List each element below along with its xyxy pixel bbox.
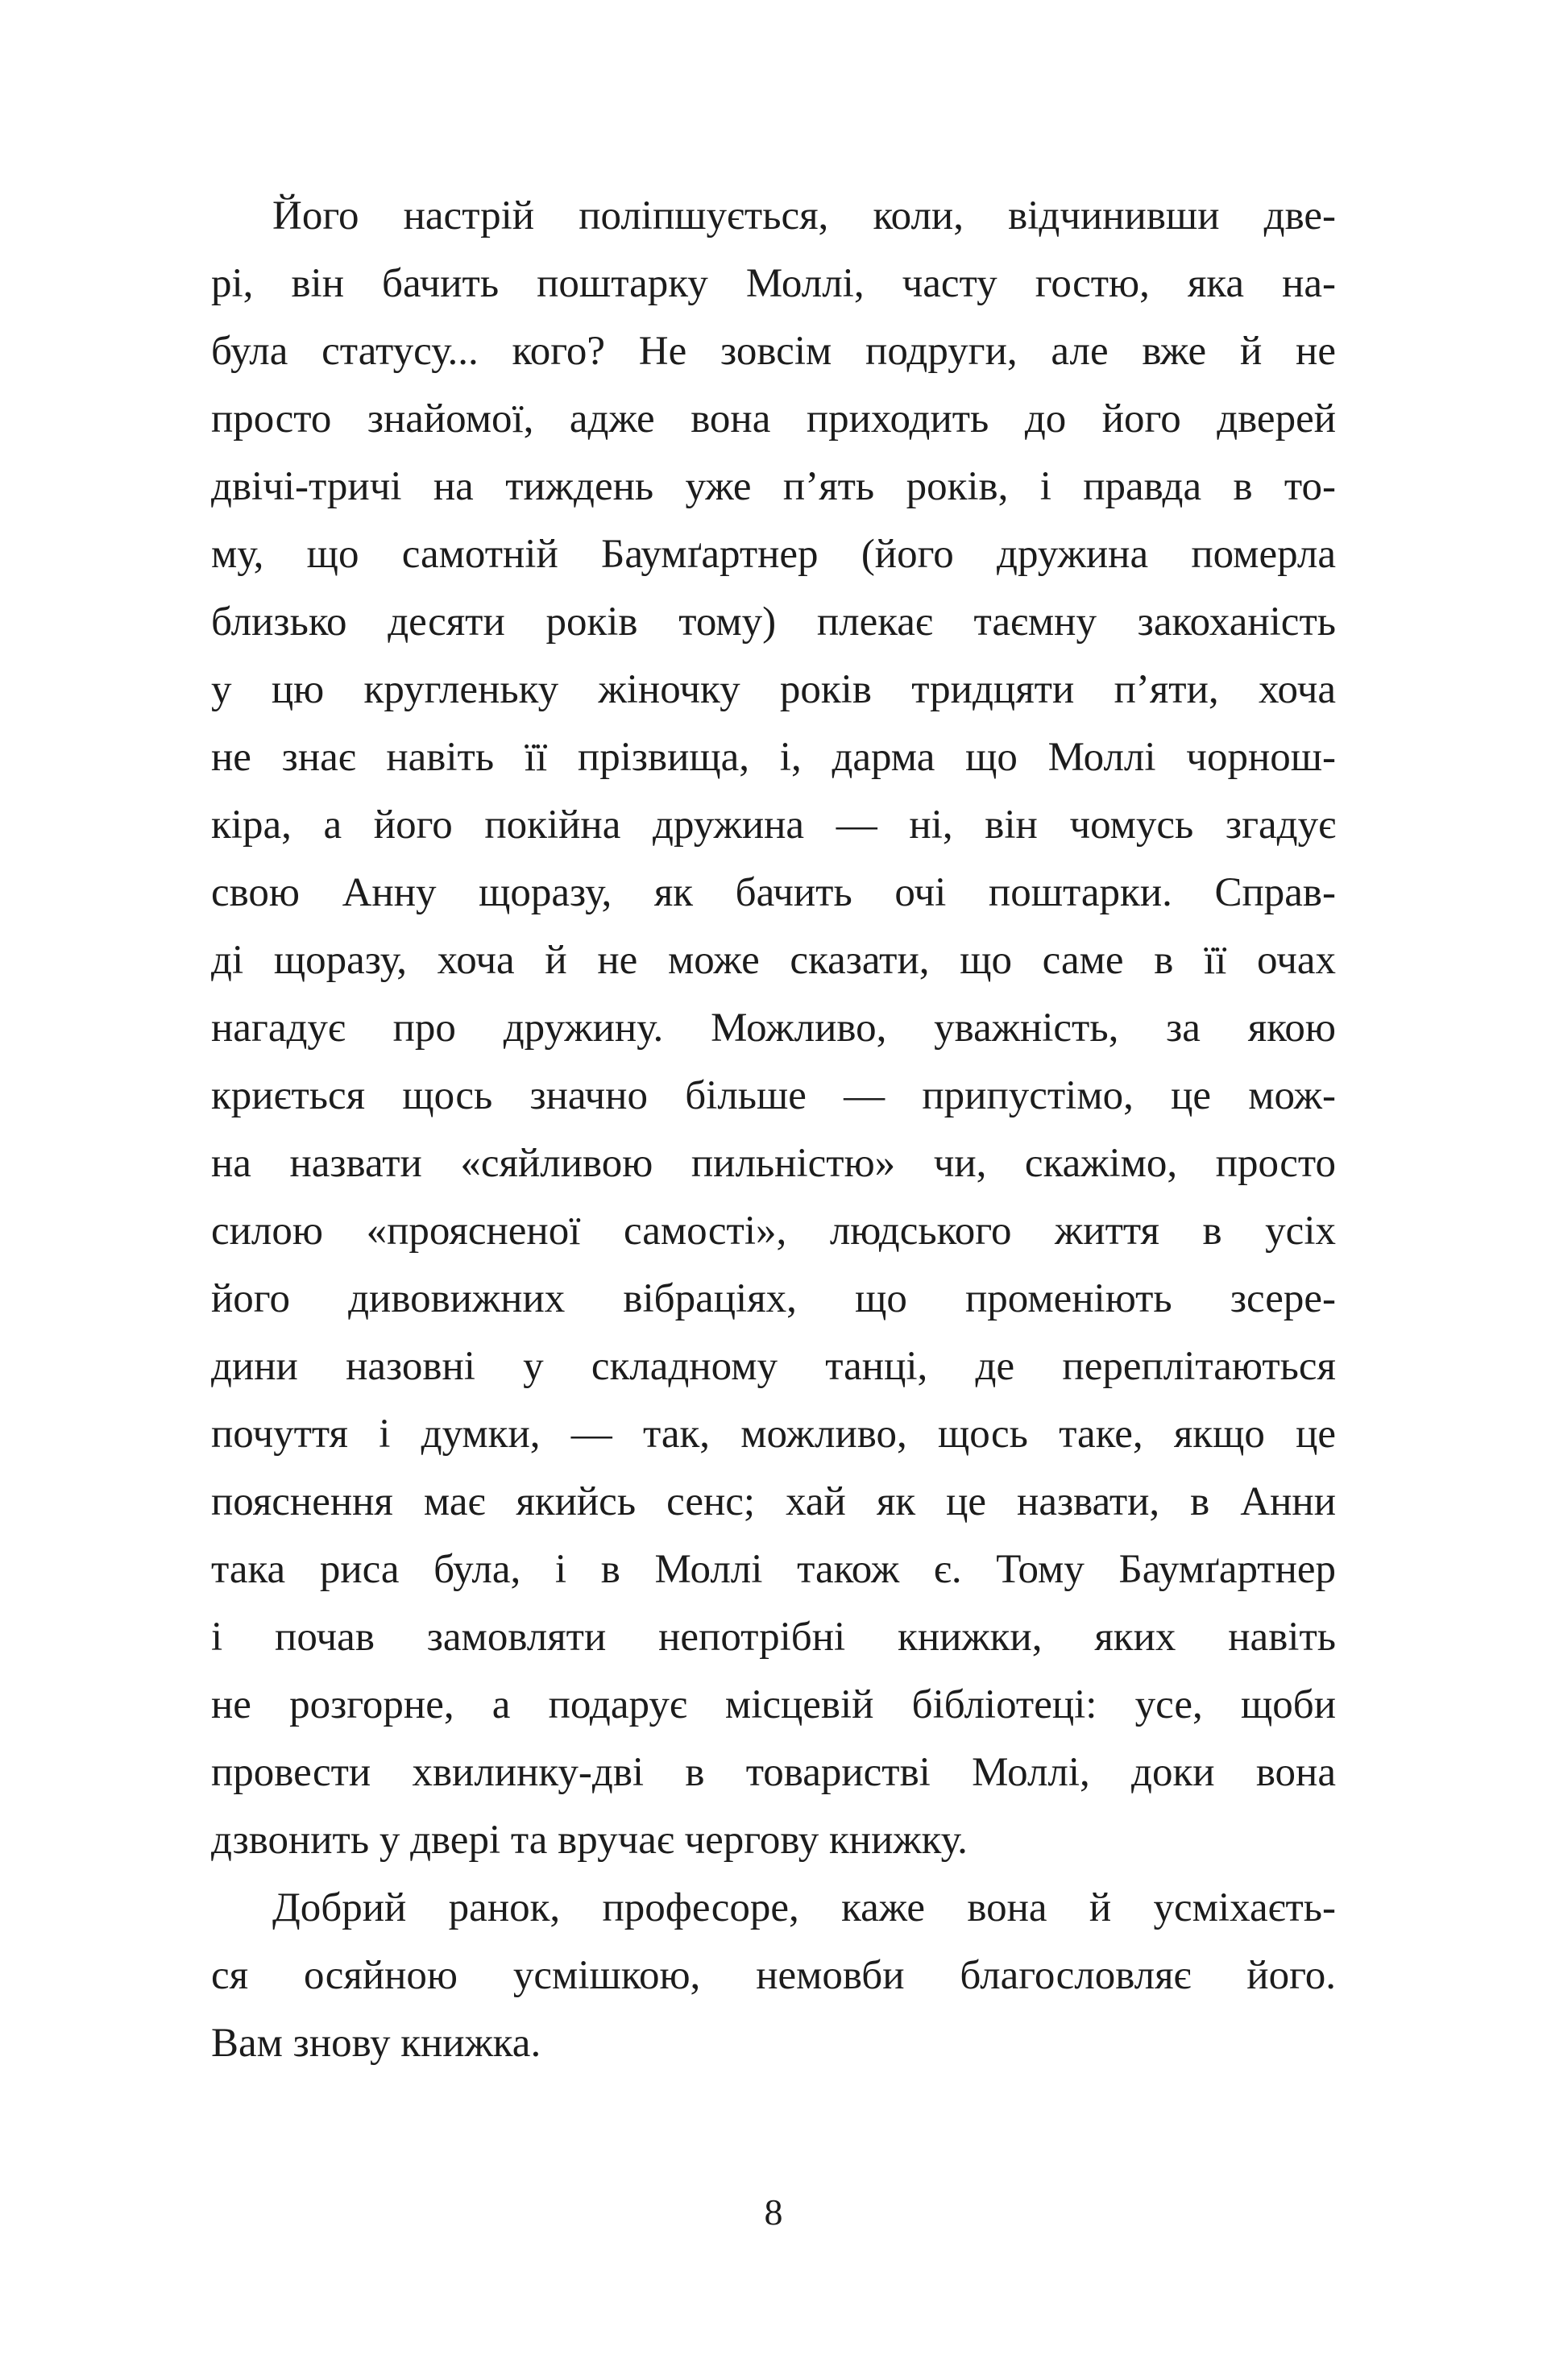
text-line: така риса була, і в Моллі також є. Тому Баумґартнер: [211, 1547, 1336, 1592]
text-line: рі, він бачить поштарку Моллі, часту гостю, яка на-: [211, 261, 1336, 306]
text-line: на назвати «сяйливою пильністю» чи, скажімо, просто: [211, 1141, 1336, 1186]
text-line: не розгорне, а подарує місцевій бібліотеці: усе, щоби: [211, 1682, 1336, 1727]
text-line: му, що самотній Баумґартнер (його дружина померла: [211, 532, 1336, 577]
text-line: криється щось значно більше — припустімо, це мож-: [211, 1073, 1336, 1118]
text-line: не знає навіть її прізвища, і, дарма що Моллі чорнош-: [211, 735, 1336, 780]
text-line: просто знайомої, адже вона приходить до його дверей: [211, 396, 1336, 442]
text-line: дини назовні у складному танці, де переплітаються: [211, 1344, 1336, 1389]
text-line: і почав замовляти непотрібні книжки, яких навіть: [211, 1615, 1336, 1660]
text-line: свою Анну щоразу, як бачить очі поштарки. Справ-: [211, 870, 1336, 915]
text-line: його дивовижних вібраціях, що променіють зсере-: [211, 1276, 1336, 1321]
text-line: була статусу... кого? Не зовсім подруги, але вже й не: [211, 329, 1336, 374]
text-line: двічі-тричі на тиждень уже п’ять років, і правда в то-: [211, 464, 1336, 509]
text-line: Добрий ранок, професоре, каже вона й усміхаєть-: [272, 1885, 1336, 1930]
text-line: нагадує про дружину. Можливо, уважність, за якою: [211, 1005, 1336, 1051]
text-line: кіра, а його покійна дружина — ні, він чомусь згадує: [211, 802, 1336, 848]
body-text: [211, 182, 1336, 2077]
text-line: силою «проясненої самості», людського життя в усіх: [211, 1209, 1336, 1254]
page-number: 8: [764, 2191, 783, 2233]
text-line: провести хвилинку-дві в товаристві Моллі, доки вона: [211, 1750, 1336, 1795]
text-line: дзвонить у двері та вручає чергову книжку.: [211, 1818, 968, 1863]
text-line: Вам знову книжка.: [211, 2021, 541, 2066]
text-line: Його настрій поліпшується, коли, відчинивши две-: [272, 193, 1336, 238]
text-line: ся осяйною усмішкою, немовби благословляє його.: [211, 1953, 1336, 1998]
text-line: почуття і думки, — так, можливо, щось таке, якщо це: [211, 1412, 1336, 1457]
text-line: пояснення має якийсь сенс; хай як це назвати, в Анни: [211, 1479, 1336, 1524]
text-line: у цю кругленьку жіночку років тридцяти п’яти, хоча: [211, 667, 1336, 712]
text-line: близько десяти років тому) плекає таємну закоханість: [211, 599, 1336, 645]
text-line: ді щоразу, хоча й не може сказати, що саме в її очах: [211, 938, 1336, 983]
